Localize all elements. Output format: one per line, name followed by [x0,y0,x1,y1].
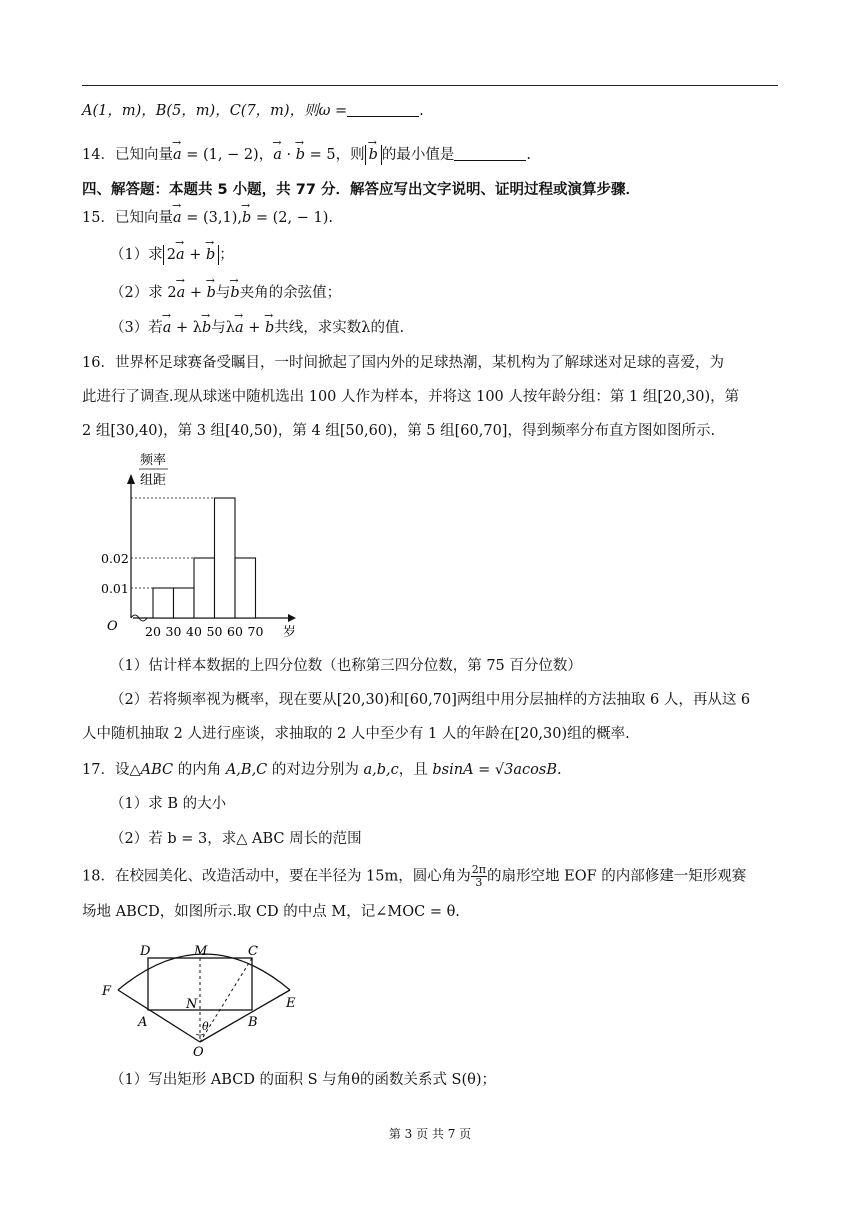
x-axis-arrow [288,614,296,622]
q18-part1: （1）写出矩形 ABCD 的面积 S 与角θ的函数关系式 S(θ)； [110,1072,497,1088]
x-tick-label: 70 [247,624,264,639]
q16-line1: 16．世界杯足球赛备受瞩目，一时间掀起了国内外的足球热潮，某机构为了解球迷对足球的喜爱，为 [82,355,724,371]
label-N: N [186,997,198,1012]
label-A: A [138,1015,148,1030]
sector-diagram [96,938,316,1063]
q16-line2: 此进行了调查.现从球迷中随机选出 100 人作为样本，并将这 100 人按年龄分组：第 1 组[20,30)，第 [82,389,740,405]
y-axis-label-bottom: 组距 [140,473,167,488]
origin-label: O [107,619,118,634]
label-E: E [286,996,296,1011]
label-O: O [193,1045,204,1060]
q14: 14．已知向量→ a = (1, − 2)，→ a · → b = 5，则→ b 的最小值是 . [82,145,531,165]
q16-line3: 2 组[30,40)，第 3 组[40,50)，第 4 组[50,60)，第 5 组[60,70]，得到频率分布直方图如图所示. [82,423,716,439]
q15: 15．已知向量→ a = (3,1),→ b = (2, − 1). [82,208,333,228]
label-M: M [194,944,208,959]
q16-part2-line1: （2）若将频率视为概率，现在要从[20,30)和[60,70]两组中用分层抽样的方法抽取 6 人，再从这 6 [110,692,751,708]
section-heading: 四、解答题：本题共 5 小题，共 77 分．解答应写出文字说明、证明过程或演算步骤． [82,182,640,198]
q17-part2: （2）若 b = 3，求△ ABC 周长的范围 [110,831,362,847]
arc-FE [118,954,290,990]
histogram-bar [235,558,256,618]
top-rule [82,85,778,86]
label-F: F [102,984,112,999]
label-B: B [248,1015,258,1030]
y-axis-arrow [127,474,135,484]
q17-part1: （1）求 B 的大小 [110,796,227,812]
q16-part1: （1）估计样本数据的上四分位数（也称第三四分位数，第 75 百分位数） [110,658,582,674]
radius-OE [200,990,290,1042]
q15-part2: （2）求 2→ a + → b与→ b夹角的余弦值； [110,283,341,303]
histogram-bar [194,558,215,618]
y-axis-label-top: 频率 [140,453,167,468]
label-theta: θ [202,1020,209,1033]
histogram-bar [215,498,236,618]
answer-blank [454,146,526,161]
x-tick-label: 60 [227,624,243,639]
q18-line1: 18．在校园美化、改造活动中，要在半径为 15m，圆心角为 $\frac{2\pi}{3}$ 的扇形空地 EOF 的内部修建一矩形观赛 [82,863,747,889]
y-tick-label: 0.01 [101,581,129,596]
x-tick-label: 40 [186,624,202,639]
page-footer: 第 3 页 共 7 页 [388,1127,472,1141]
label-C: C [248,944,258,959]
y-tick-label: 0.02 [101,551,129,566]
angle-arc [196,1034,204,1035]
histogram-chart [98,450,318,645]
q15-part1: （1）求 2→ a + → b ； [110,245,234,265]
q16-part2-line2: 人中随机抽取 2 人进行座谈，求抽取的 2 人中至少有 1 人的年龄在[20,30)组的概率. [82,726,630,742]
label-D: D [140,944,151,959]
histogram-bar [174,588,195,618]
q18-line2: 场地 ABCD，如图所示.取 CD 的中点 M，记∠MOC = θ. [82,904,460,920]
q15-part3: （3）若→ a + λ→ b与λ→ a + → b共线，求实数λ的值. [110,318,404,338]
fraction-2pi-over-3: $\frac{2\pi}{3}$ [471,863,486,889]
q13-tail: A(1，m)，B(5，m)，C(7，m)，则ω = . [82,103,424,119]
x-axis-label: 岁 [283,625,297,640]
histogram-bar [153,588,174,618]
x-tick-label: 30 [165,624,182,639]
answer-blank [347,102,419,117]
x-tick-label: 50 [206,624,223,639]
q17: 17．设△ABC 的内角 A,B,C 的对边分别为 a,b,c，且 bsinA = √3acosB. [82,762,562,778]
x-tick-label: 20 [145,624,161,639]
